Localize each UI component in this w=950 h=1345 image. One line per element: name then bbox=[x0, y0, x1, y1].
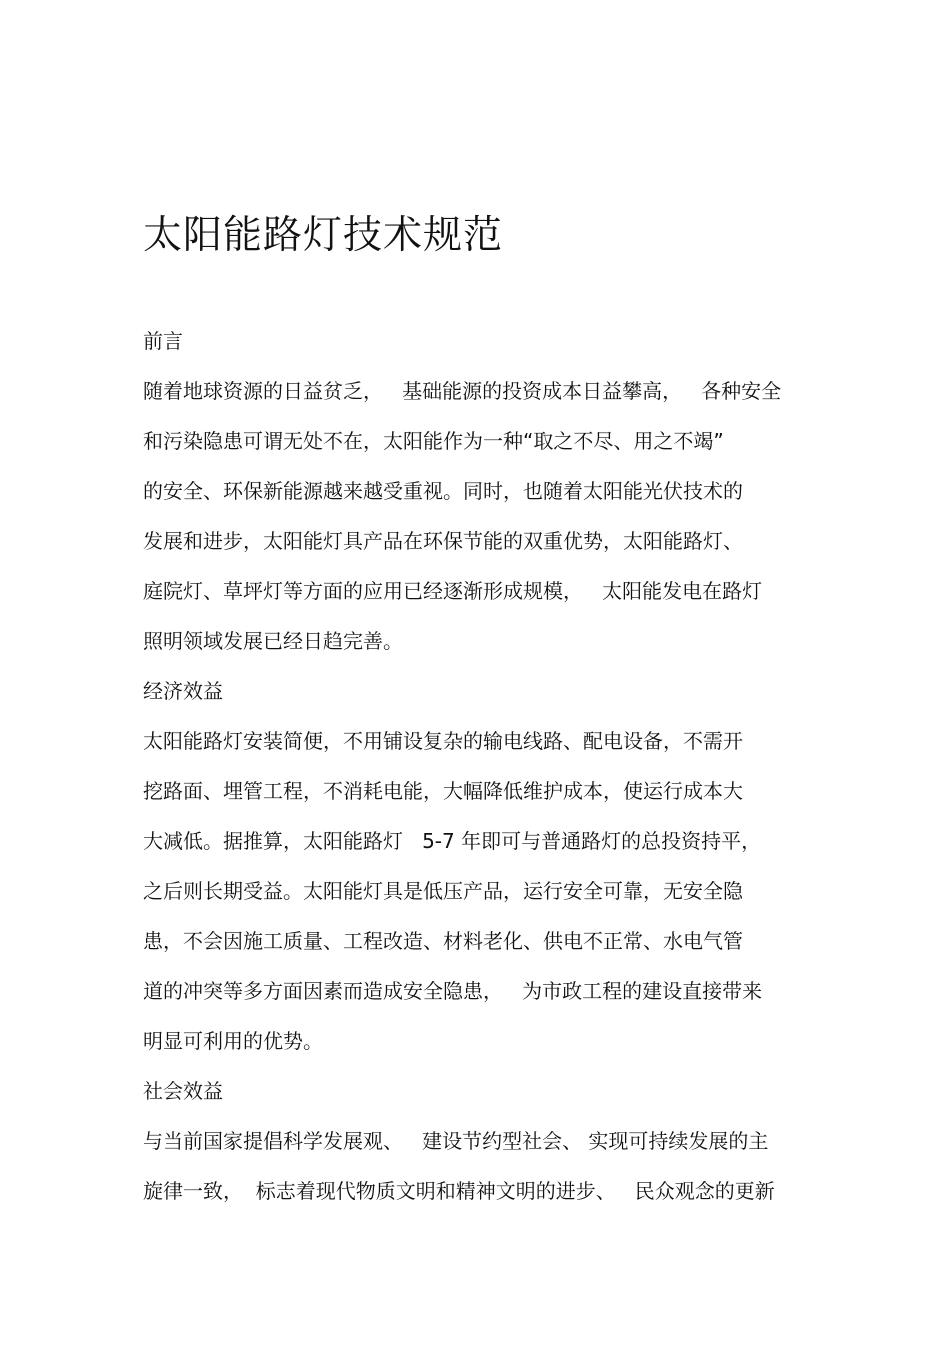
paragraph-line: 道的冲突等多方面因素而造成安全隐患， 为市政工程的建设直接带来 bbox=[143, 979, 763, 1003]
paragraph-line: 和污染隐患可谓无处不在，太阳能作为一种“取之不尽、用之不竭” bbox=[143, 429, 724, 453]
paragraph-line: 随着地球资源的日益贫乏， 基础能源的投资成本日益攀高， 各种安全 bbox=[143, 379, 782, 403]
paragraph-line: 旋律一致， 标志着现代物质文明和精神文明的进步、 民众观念的更新 bbox=[143, 1179, 775, 1203]
paragraph-line: 发展和进步，太阳能灯具产品在环保节能的双重优势，太阳能路灯、 bbox=[143, 529, 743, 553]
paragraph-line: 与当前国家提倡科学发展观、 建设节约型社会、 实现可持续发展的主 bbox=[143, 1129, 769, 1153]
paragraph-line: 庭院灯、草坪灯等方面的应用已经逐渐形成规模， 太阳能发电在路灯 bbox=[143, 579, 763, 603]
document-title: 太阳能路灯技术规范 bbox=[143, 213, 504, 258]
section-heading-economic-benefits: 经济效益 bbox=[143, 679, 223, 703]
paragraph-line: 挖路面、埋管工程，不消耗电能，大幅降低维护成本，使运行成本大 bbox=[143, 779, 743, 803]
paragraph-line: 的安全、环保新能源越来越受重视。同时，也随着太阳能光伏技术的 bbox=[143, 479, 743, 503]
paragraph-line: 患，不会因施工质量、工程改造、材料老化、供电不正常、水电气管 bbox=[143, 929, 743, 953]
paragraph-line: 之后则长期受益。太阳能灯具是低压产品，运行安全可靠，无安全隐 bbox=[143, 879, 743, 903]
paragraph-line: 明显可利用的优势。 bbox=[143, 1029, 323, 1053]
paragraph-line: 太阳能路灯安装简便，不用铺设复杂的输电线路、配电设备，不需开 bbox=[143, 729, 743, 753]
section-heading-social-benefits: 社会效益 bbox=[143, 1079, 223, 1103]
paragraph-line: 照明领域发展已经日趋完善。 bbox=[143, 629, 403, 653]
paragraph-line: 大减低。据推算，太阳能路灯 5-7 年即可与普通路灯的总投资持平， bbox=[143, 829, 762, 853]
section-heading-preface: 前言 bbox=[143, 329, 183, 353]
